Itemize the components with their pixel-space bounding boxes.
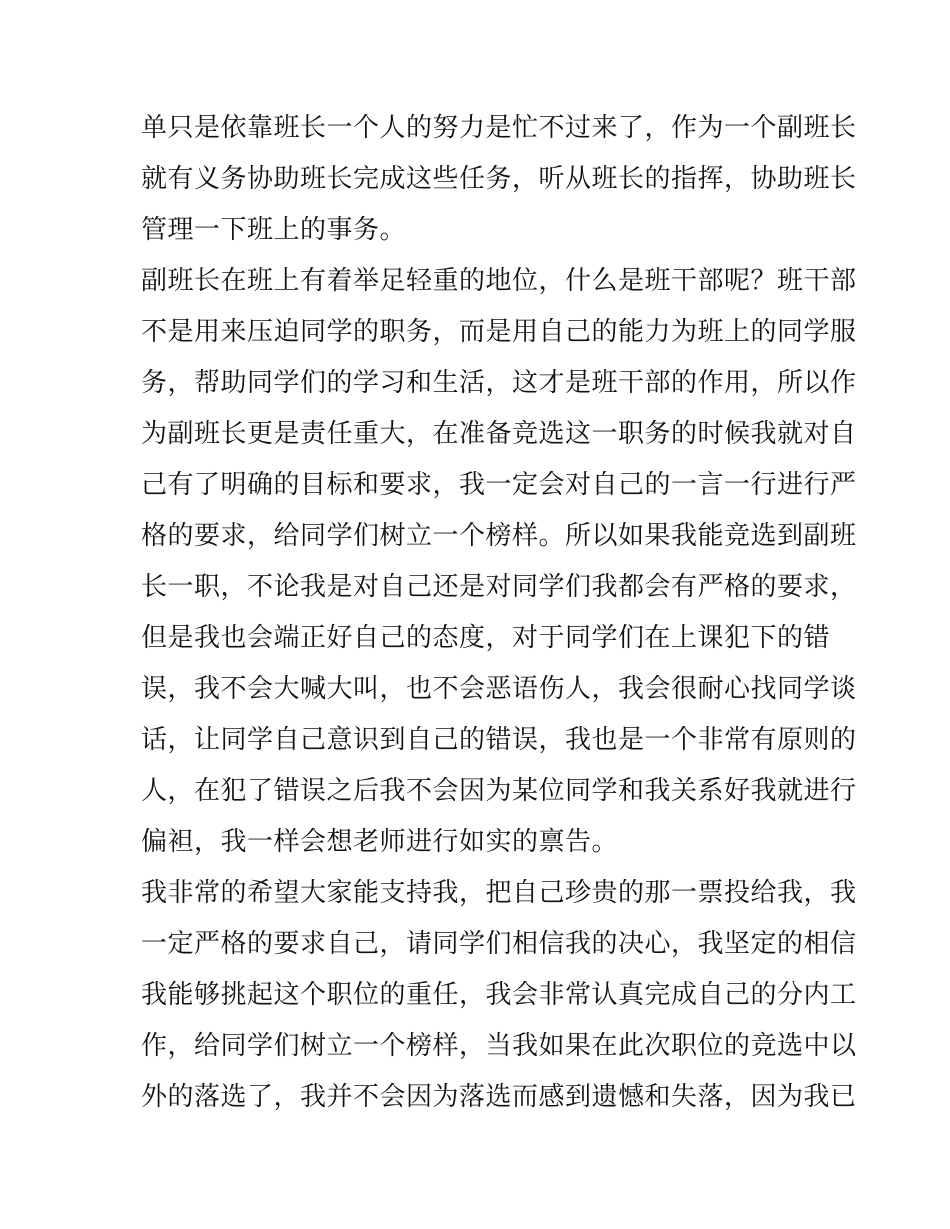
text-line: 外的落选了，我并不会因为落选而感到遗憾和失落，因为我已 xyxy=(141,1082,857,1112)
text-line: 误，我不会大喊大叫，也不会恶语伤人，我会很耐心找同学谈 xyxy=(141,674,857,704)
text-line: 单只是依靠班长一个人的努力是忙不过来了，作为一个副班长 xyxy=(141,113,857,143)
text-line: 我能够挑起这个职位的重任，我会非常认真完成自己的分内工 xyxy=(141,980,857,1010)
text-line: 话，让同学自己意识到自己的错误，我也是一个非常有原则的 xyxy=(141,725,857,755)
text-line: 为副班长更是责任重大，在准备竞选这一职务的时候我就对自 xyxy=(141,419,857,449)
text-line: 副班长在班上有着举足轻重的地位，什么是班干部呢？班干部 xyxy=(141,266,857,296)
text-line: 长一职，不论我是对自己还是对同学们我都会有严格的要求， xyxy=(141,572,857,602)
text-line: 务，帮助同学们的学习和生活，这才是班干部的作用，所以作 xyxy=(141,368,857,398)
text-line: 作，给同学们树立一个榜样，当我如果在此次职位的竞选中以 xyxy=(141,1031,857,1061)
text-line: 人，在犯了错误之后我不会因为某位同学和我关系好我就进行 xyxy=(141,776,857,806)
text-line: 己有了明确的目标和要求，我一定会对自己的一言一行进行严 xyxy=(141,470,857,500)
text-line: 一定严格的要求自己，请同学们相信我的决心，我坚定的相信 xyxy=(141,929,857,959)
text-line: 就有义务协助班长完成这些任务，听从班长的指挥，协助班长 xyxy=(141,164,857,194)
text-line: 管理一下班上的事务。 xyxy=(141,215,407,245)
text-line: 但是我也会端正好自己的态度，对于同学们在上课犯下的错 xyxy=(141,623,831,653)
text-line: 格的要求，给同学们树立一个榜样。所以如果我能竞选到副班 xyxy=(141,521,857,551)
text-line: 我非常的希望大家能支持我，把自己珍贵的那一票投给我，我 xyxy=(141,878,857,908)
text-line: 偏袒，我一样会想老师进行如实的禀告。 xyxy=(141,827,619,857)
document-body xyxy=(141,103,857,1123)
text-line: 不是用来压迫同学的职务，而是用自己的能力为班上的同学服 xyxy=(141,317,857,347)
